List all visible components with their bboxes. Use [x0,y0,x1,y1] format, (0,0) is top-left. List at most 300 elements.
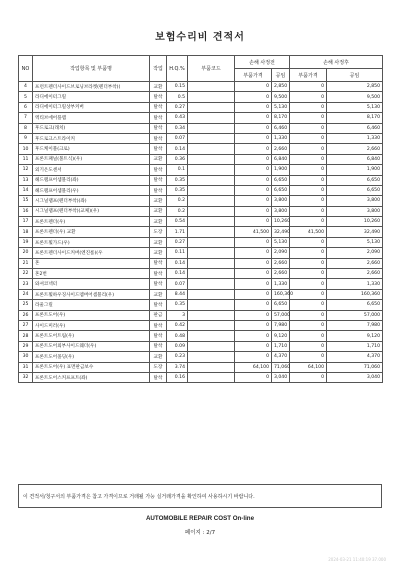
cell-labor-before: 2,090 [272,248,290,258]
cell-partcode [188,227,235,237]
disclaimer-note: 이 견적서/청구서의 부품가격은 참고 가격이므로 거래될 가능 실거래가격을 확인하여 사용하시기 바랍니다. [18,484,382,508]
cell-price-after: 0 [290,196,327,206]
cell-hq: 8.44 [167,289,188,299]
cell-hq: 3 [167,310,188,320]
cell-hq: 0.5 [167,92,188,102]
cell-hq: 3.74 [167,362,188,372]
cell-price-before: 0 [235,320,272,330]
cell-no: 29 [19,341,33,351]
cell-work: 교환 [150,206,167,216]
cell-labor-before: 9,120 [272,331,290,341]
cell-work: 교환 [150,237,167,247]
cell-no: 20 [19,248,33,258]
cell-price-before: 0 [235,123,272,133]
cell-no: 27 [19,320,33,330]
header-partcode: 부품코드 [188,56,235,82]
cell-hq: 0.14 [167,269,188,279]
cell-no: 16 [19,206,33,216]
cell-no: 22 [19,269,33,279]
cell-item: 라디에이터그릴 [33,92,150,102]
table-row [19,196,383,206]
cell-work: 교환 [150,289,167,299]
cell-price-after: 0 [290,133,327,143]
cell-labor-after: 10,260 [327,217,383,227]
cell-price-before: 0 [235,133,272,143]
cell-price-after: 0 [290,92,327,102]
cell-price-after: 0 [290,269,327,279]
cell-price-after: 64,100 [290,362,327,372]
table-row [19,102,383,112]
cell-hq: 0.16 [167,372,188,382]
cell-price-after: 0 [290,248,327,258]
cell-partcode [188,196,235,206]
cell-price-after: 0 [290,341,327,351]
cell-labor-before: 2,660 [272,269,290,279]
cell-labor-before: 2,850 [272,82,290,92]
cell-labor-before: 2,660 [272,144,290,154]
cell-price-before: 0 [235,175,272,185]
cell-no: 17 [19,217,33,227]
cell-labor-after: 2,090 [327,248,383,258]
cell-item: 사이드미러(우) [33,320,150,330]
cell-partcode [188,237,235,247]
cell-labor-before: 5,130 [272,237,290,247]
cell-labor-before: 6,650 [272,175,290,185]
cell-labor-after: 1,330 [327,279,383,289]
cell-hq: 0.14 [167,144,188,154]
cell-partcode [188,123,235,133]
cell-item: 와셔코넥터 [33,279,150,289]
cell-labor-before: 4,370 [272,352,290,362]
cell-price-before: 0 [235,352,272,362]
cell-labor-after: 5,130 [327,237,383,247]
cell-no: 26 [19,310,33,320]
cell-price-before: 0 [235,310,272,320]
cell-no: 5 [19,92,33,102]
cell-no: 24 [19,289,33,299]
cell-work: 탈착 [150,372,167,382]
table-row [19,237,383,247]
cell-partcode [188,320,235,330]
document-title: 보험수리비 견적서 [155,32,245,43]
header-item: 작업항목 및 부품명 [33,56,150,82]
table-row [19,289,383,299]
cell-partcode [188,217,235,227]
header-price-after: 부품가격 [290,69,327,82]
cell-labor-after: 1,900 [327,165,383,175]
cell-partcode [188,185,235,195]
cell-item: 프론트펜더사이드커버(엔진룸)(우 [33,248,150,258]
cell-no: 18 [19,227,33,237]
cell-price-before: 0 [235,279,272,289]
table-row [19,269,383,279]
table-row [19,217,383,227]
cell-labor-before: 8,170 [272,113,290,123]
cell-no: 14 [19,185,33,195]
cell-work: 탈착 [150,165,167,175]
cell-partcode [188,289,235,299]
cell-price-before: 0 [235,102,272,112]
cell-partcode [188,102,235,112]
cell-partcode [188,352,235,362]
cell-item: 프론트도어몰딩(우) [33,352,150,362]
cell-item: 프런트펜더사이드브로닝브라켓(펜더부착)( [33,82,150,92]
cell-hq: 0.2 [167,206,188,216]
cell-item: 라울그릴 [33,300,150,310]
cell-no: 23 [19,279,33,289]
cell-hq: 0.35 [167,175,188,185]
cell-partcode [188,248,235,258]
cell-partcode [188,331,235,341]
header-before: 손해 사정전 [235,56,290,69]
cell-labor-before: 1,330 [272,279,290,289]
cell-partcode [188,144,235,154]
cell-labor-after: 2,660 [327,269,383,279]
cell-labor-after: 6,650 [327,185,383,195]
cell-price-before: 0 [235,341,272,351]
cell-labor-before: 71,060 [272,362,290,372]
cell-labor-after: 5,130 [327,102,383,112]
print-stamp: 2024-03-21 11:40:19 37.000 [328,557,386,562]
cell-no: 32 [19,372,33,382]
table-row [19,133,383,143]
cell-no: 8 [19,123,33,133]
cell-price-after: 0 [290,352,327,362]
cell-price-before: 64,100 [235,362,272,372]
cell-labor-after: 7,980 [327,320,383,330]
cell-price-before: 0 [235,269,272,279]
cell-item: 시그널램프(펜더부착)(좌) [33,196,150,206]
cell-hq: 0.23 [167,352,188,362]
table-row [19,92,383,102]
table-row [19,310,383,320]
cell-labor-after: 2,850 [327,82,383,92]
cell-price-after: 0 [290,82,327,92]
cell-item: 프론트도어(우) [33,310,150,320]
cell-item: 프론트펜더(우) 교환 [33,227,150,237]
cell-price-before: 0 [235,154,272,164]
cell-labor-before: 7,980 [272,320,290,330]
table-row [19,113,383,123]
cell-no: 10 [19,144,33,154]
cell-labor-after: 1,330 [327,133,383,143]
cell-item: 혼 [33,258,150,268]
cell-price-after: 0 [290,206,327,216]
table-body [19,82,383,383]
cell-no: 4 [19,82,33,92]
cell-no: 30 [19,352,33,362]
cell-work: 탈착 [150,175,167,185]
header-no: NO [19,56,33,82]
header-price-before: 부품가격 [235,69,272,82]
cell-labor-before: 3,800 [272,206,290,216]
footer-brand: AUTOMOBILE REPAIR COST On-line [145,515,255,522]
cell-work: 탈착 [150,144,167,154]
cell-hq: 0.35 [167,185,188,195]
cell-labor-after: 4,370 [327,352,383,362]
cell-work: 탈착 [150,123,167,133]
table-row [19,123,383,133]
cell-price-after: 0 [290,185,327,195]
cell-hq: 0.35 [167,300,188,310]
cell-price-before: 0 [235,237,272,247]
cell-work: 교환 [150,248,167,258]
cell-price-after: 0 [290,113,327,123]
cell-labor-after: 9,500 [327,92,383,102]
cell-work: 탈착 [150,279,167,289]
cell-partcode [188,269,235,279]
cell-hq: 0.42 [167,320,188,330]
cell-price-before: 41,500 [235,227,272,237]
cell-labor-after: 3,040 [327,372,383,382]
cell-price-after: 0 [290,144,327,154]
cell-labor-before: 32,490 [272,227,290,237]
cell-labor-after: 6,650 [327,300,383,310]
table-row [19,372,383,382]
estimate-table [18,55,383,383]
cell-work: 도장 [150,362,167,372]
cell-work: 교환 [150,352,167,362]
cell-price-after: 0 [290,258,327,268]
cell-hq: 0.14 [167,258,188,268]
table-row [19,352,383,362]
cell-labor-after: 3,800 [327,196,383,206]
cell-item: 프론트도어스커프프트(좌) [33,372,150,382]
cell-labor-after: 71,060 [327,362,383,372]
table-row [19,165,383,175]
header-row [19,56,383,69]
header-after: 손해 사정후 [290,56,383,69]
table-row [19,362,383,372]
cell-hq: 0.09 [167,341,188,351]
cell-hq: 0.11 [167,248,188,258]
cell-labor-before: 6,840 [272,154,290,164]
table-row [19,185,383,195]
cell-item: 헤드램프어셈블리(우) [33,185,150,195]
table-row [19,175,383,185]
cell-hq: 0.48 [167,331,188,341]
cell-partcode [188,362,235,372]
cell-price-after: 0 [290,165,327,175]
cell-price-after: 0 [290,237,327,247]
cell-labor-after: 8,170 [327,113,383,123]
table-row [19,279,383,289]
cell-price-before: 0 [235,289,272,299]
cell-price-before: 0 [235,372,272,382]
cell-item: 외기온도센서 [33,165,150,175]
table-row [19,206,383,216]
cell-item: 프론트휠하우징사이드멤버어셈블리(우) [33,289,150,299]
cell-work: 판금 [150,310,167,320]
cell-work: 탈착 [150,258,167,268]
cell-hq: 0.15 [167,82,188,92]
cell-hq: 0.54 [167,217,188,227]
cell-no: 21 [19,258,33,268]
cell-labor-before: 9,500 [272,92,290,102]
cell-hq: 0.1 [167,165,188,175]
cell-partcode [188,133,235,143]
cell-partcode [188,258,235,268]
cell-work: 탈착 [150,133,167,143]
cell-hq: 0.27 [167,237,188,247]
cell-no: 31 [19,362,33,372]
table-row [19,248,383,258]
table-row [19,227,383,237]
cell-no: 15 [19,196,33,206]
cell-work: 교환 [150,196,167,206]
cell-work: 도장 [150,227,167,237]
cell-labor-after: 160,360 [327,289,383,299]
cell-price-before: 0 [235,217,272,227]
header-labor-after: 공임 [327,69,383,82]
cell-labor-before: 57,000 [272,310,290,320]
cell-labor-before: 1,900 [272,165,290,175]
table-row [19,341,383,351]
cell-partcode [188,310,235,320]
cell-work: 탈착 [150,185,167,195]
cell-item: 헤드램프어셈블리(좌) [33,175,150,185]
cell-price-after: 0 [290,289,327,299]
cell-price-before: 0 [235,92,272,102]
cell-work: 탈착 [150,269,167,279]
cell-price-before: 0 [235,144,272,154]
cell-price-before: 0 [235,331,272,341]
cell-hq: 0.2 [167,196,188,206]
cell-no: 28 [19,331,33,341]
table-row [19,300,383,310]
cell-no: 6 [19,102,33,112]
cell-partcode [188,279,235,289]
cell-price-before: 0 [235,113,272,123]
cell-no: 12 [19,165,33,175]
cell-price-before: 0 [235,300,272,310]
table-row [19,82,383,92]
cell-labor-before: 2,660 [272,258,290,268]
table-row [19,258,383,268]
cell-partcode [188,300,235,310]
cell-item: 엑티브에어플랩 [33,113,150,123]
cell-labor-before: 10,260 [272,217,290,227]
cell-partcode [188,206,235,216]
cell-price-after: 0 [290,320,327,330]
cell-work: 교환 [150,82,167,92]
cell-labor-before: 6,460 [272,123,290,133]
cell-labor-after: 6,650 [327,175,383,185]
cell-labor-after: 2,660 [327,258,383,268]
header-labor-before: 공임 [272,69,290,82]
cell-hq: 0.27 [167,102,188,112]
cell-hq: 0.07 [167,279,188,289]
cell-work: 탈착 [150,300,167,310]
cell-price-before: 0 [235,248,272,258]
cell-price-after: 0 [290,331,327,341]
cell-price-after: 41,500 [290,227,327,237]
cell-labor-before: 3,800 [272,196,290,206]
cell-labor-before: 1,330 [272,133,290,143]
cell-price-before: 0 [235,185,272,195]
cell-price-after: 0 [290,300,327,310]
header-work: 작업 [150,56,167,82]
cell-partcode [188,113,235,123]
cell-item: 프론트도어외부사이드웨더(우) [33,341,150,351]
cell-labor-before: 5,130 [272,102,290,112]
cell-labor-before: 6,650 [272,185,290,195]
cell-hq: 0.07 [167,133,188,143]
cell-price-after: 0 [290,217,327,227]
cell-price-before: 0 [235,206,272,216]
cell-price-after: 0 [290,154,327,164]
cell-partcode [188,341,235,351]
page-indicator: 페이지 : 2/7 [184,530,216,536]
cell-labor-before: 3,040 [272,372,290,382]
cell-labor-before: 6,650 [272,300,290,310]
cell-no: 19 [19,237,33,247]
cell-price-before: 0 [235,196,272,206]
cell-no: 11 [19,154,33,164]
cell-work: 탈착 [150,113,167,123]
cell-item: 혼2번 [33,269,150,279]
cell-item: 시그널램프(펜더부착)(교체)(우) [33,206,150,216]
cell-no: 9 [19,133,33,143]
cell-labor-after: 32,490 [327,227,383,237]
table-row [19,331,383,341]
cell-labor-after: 1,710 [327,341,383,351]
cell-work: 탈착 [150,320,167,330]
cell-price-before: 0 [235,82,272,92]
cell-price-before: 0 [235,258,272,268]
cell-price-after: 0 [290,175,327,185]
cell-work: 탈착 [150,102,167,112]
cell-price-after: 0 [290,310,327,320]
cell-item: 프론트펜더(우) [33,217,150,227]
cell-hq: 0.36 [167,154,188,164]
cell-price-after: 0 [290,372,327,382]
cell-partcode [188,175,235,185]
cell-item: 프론트휠가드(우) [33,237,150,247]
cell-work: 교환 [150,217,167,227]
cell-work: 탈착 [150,331,167,341]
cell-price-after: 0 [290,123,327,133]
cell-work: 탈착 [150,341,167,351]
cell-item: 프론트패널(볼트식)(우) [33,154,150,164]
cell-work: 교환 [150,154,167,164]
cell-partcode [188,82,235,92]
cell-hq: 1.71 [167,227,188,237]
cell-labor-after: 6,840 [327,154,383,164]
table-row [19,154,383,164]
cell-labor-after: 6,460 [327,123,383,133]
cell-item: 라디에이터그릴상부커버 [33,102,150,112]
cell-labor-after: 3,800 [327,206,383,216]
cell-partcode [188,165,235,175]
cell-work: 탈착 [150,92,167,102]
cell-no: 7 [19,113,33,123]
cell-labor-after: 9,120 [327,331,383,341]
cell-partcode [188,372,235,382]
cell-price-after: 0 [290,102,327,112]
cell-no: 13 [19,175,33,185]
cell-item: 프론트도어(우) 표면판금보수 [33,362,150,372]
header-hqs: H.Q.% [167,56,188,82]
cell-hq: 0.34 [167,123,188,133]
cell-item: 프론트도어트림(우) [33,331,150,341]
cell-item: 후드로크(래치) [33,123,150,133]
table-row [19,144,383,154]
cell-partcode [188,154,235,164]
cell-labor-before: 1,710 [272,341,290,351]
cell-hq: 0.43 [167,113,188,123]
cell-no: 25 [19,300,33,310]
